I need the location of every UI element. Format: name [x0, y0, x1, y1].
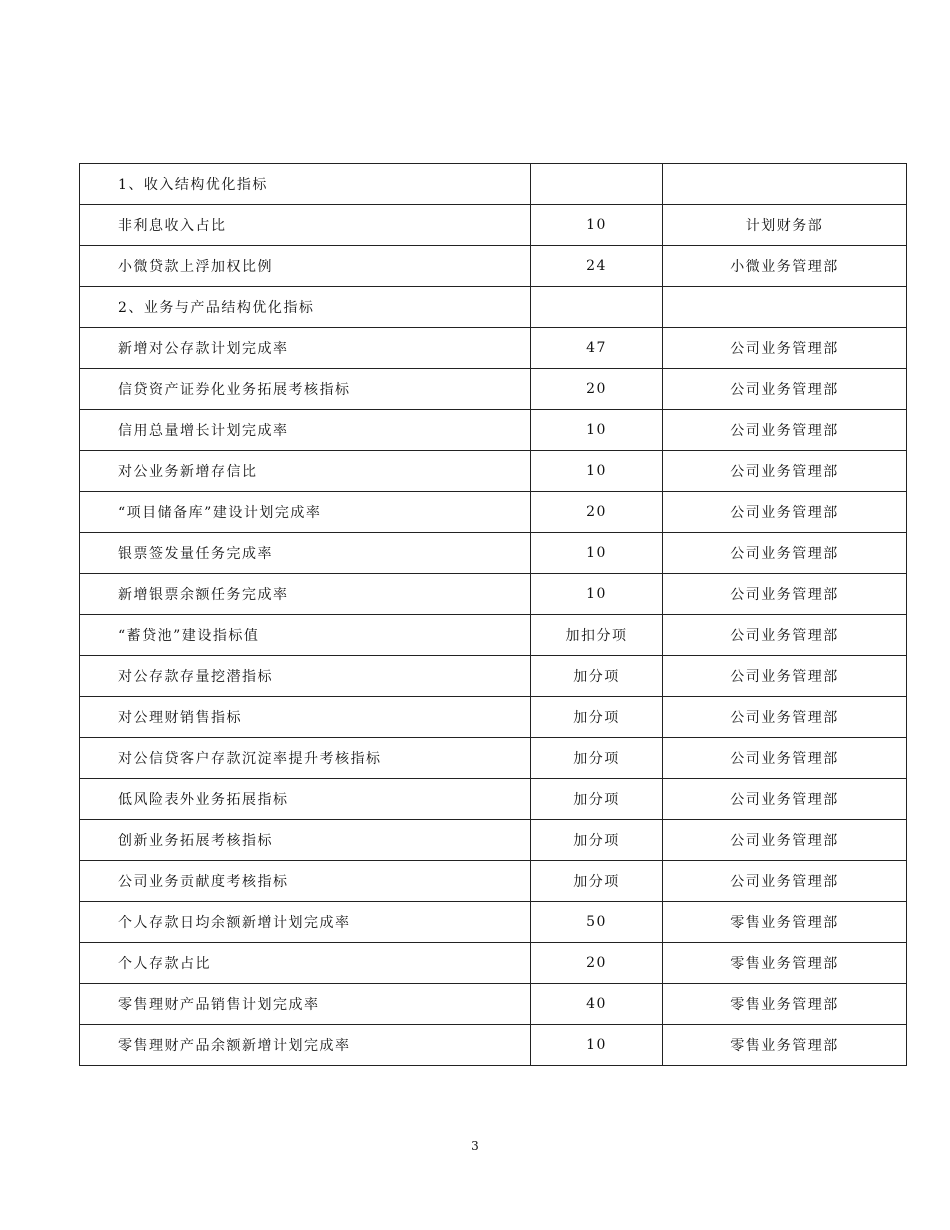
table-row [80, 943, 907, 984]
indicator-name: 新增对公存款计划完成率 [80, 328, 531, 369]
indicator-name: 对公业务新增存信比 [80, 451, 531, 492]
indicator-score: 10 [531, 533, 663, 574]
indicator-score: 20 [531, 943, 663, 984]
indicator-name: 对公理财销售指标 [80, 697, 531, 738]
indicator-name: 非利息收入占比 [80, 205, 531, 246]
responsible-department: 公司业务管理部 [663, 738, 907, 779]
table-row [80, 902, 907, 943]
responsible-department: 计划财务部 [663, 205, 907, 246]
indicator-name: 对公信贷客户存款沉淀率提升考核指标 [80, 738, 531, 779]
table-row [80, 451, 907, 492]
responsible-department: 公司业务管理部 [663, 533, 907, 574]
responsible-department: 公司业务管理部 [663, 410, 907, 451]
indicator-name: 低风险表外业务拓展指标 [80, 779, 531, 820]
table-row [80, 205, 907, 246]
responsible-department: 公司业务管理部 [663, 615, 907, 656]
responsible-department [663, 287, 907, 328]
indicator-name: 零售理财产品销售计划完成率 [80, 984, 531, 1025]
table-row [80, 410, 907, 451]
responsible-department: 公司业务管理部 [663, 492, 907, 533]
responsible-department: 零售业务管理部 [663, 943, 907, 984]
responsible-department [663, 164, 907, 205]
indicator-name: 个人存款日均余额新增计划完成率 [80, 902, 531, 943]
table-row [80, 656, 907, 697]
indicator-score: 加分项 [531, 738, 663, 779]
indicator-score: 加扣分项 [531, 615, 663, 656]
table-row [80, 533, 907, 574]
indicator-name: “项目储备库”建设计划完成率 [80, 492, 531, 533]
table-row [80, 574, 907, 615]
indicator-name: 对公存款存量挖潜指标 [80, 656, 531, 697]
indicator-score: 24 [531, 246, 663, 287]
responsible-department: 公司业务管理部 [663, 820, 907, 861]
table-row [80, 369, 907, 410]
indicator-score: 加分项 [531, 861, 663, 902]
table-row [80, 615, 907, 656]
indicator-table [79, 163, 907, 1066]
indicator-name: 新增银票余额任务完成率 [80, 574, 531, 615]
table-row [80, 287, 907, 328]
indicator-score [531, 287, 663, 328]
indicator-name: 2、业务与产品结构优化指标 [80, 287, 531, 328]
responsible-department: 公司业务管理部 [663, 451, 907, 492]
indicator-score: 40 [531, 984, 663, 1025]
indicator-name: “蓄贷池”建设指标值 [80, 615, 531, 656]
responsible-department: 公司业务管理部 [663, 861, 907, 902]
indicator-table-body [80, 164, 907, 1066]
table-row [80, 246, 907, 287]
table-row [80, 984, 907, 1025]
responsible-department: 零售业务管理部 [663, 1025, 907, 1066]
table-row [80, 738, 907, 779]
indicator-score: 10 [531, 205, 663, 246]
indicator-score: 10 [531, 410, 663, 451]
table-row [80, 820, 907, 861]
indicator-name: 1、收入结构优化指标 [80, 164, 531, 205]
responsible-department: 零售业务管理部 [663, 984, 907, 1025]
indicator-name: 信用总量增长计划完成率 [80, 410, 531, 451]
indicator-score: 10 [531, 574, 663, 615]
table-row [80, 1025, 907, 1066]
indicator-score [531, 164, 663, 205]
indicator-score: 10 [531, 451, 663, 492]
responsible-department: 公司业务管理部 [663, 656, 907, 697]
responsible-department: 公司业务管理部 [663, 779, 907, 820]
indicator-score: 10 [531, 1025, 663, 1066]
responsible-department: 小微业务管理部 [663, 246, 907, 287]
responsible-department: 公司业务管理部 [663, 574, 907, 615]
indicator-name: 信贷资产证券化业务拓展考核指标 [80, 369, 531, 410]
table-row [80, 492, 907, 533]
indicator-score: 20 [531, 492, 663, 533]
indicator-name: 公司业务贡献度考核指标 [80, 861, 531, 902]
indicator-score: 加分项 [531, 697, 663, 738]
responsible-department: 公司业务管理部 [663, 328, 907, 369]
indicator-name: 小微贷款上浮加权比例 [80, 246, 531, 287]
indicator-score: 47 [531, 328, 663, 369]
indicator-score: 加分项 [531, 656, 663, 697]
indicator-score: 50 [531, 902, 663, 943]
table-row [80, 779, 907, 820]
responsible-department: 公司业务管理部 [663, 369, 907, 410]
table-row [80, 861, 907, 902]
table-row [80, 328, 907, 369]
indicator-score: 20 [531, 369, 663, 410]
table-row [80, 164, 907, 205]
indicator-name: 个人存款占比 [80, 943, 531, 984]
table-row [80, 697, 907, 738]
indicator-score: 加分项 [531, 779, 663, 820]
responsible-department: 零售业务管理部 [663, 902, 907, 943]
indicator-name: 零售理财产品余额新增计划完成率 [80, 1025, 531, 1066]
indicator-name: 创新业务拓展考核指标 [80, 820, 531, 861]
indicator-score: 加分项 [531, 820, 663, 861]
page-number: 3 [471, 1139, 479, 1153]
responsible-department: 公司业务管理部 [663, 697, 907, 738]
indicator-name: 银票签发量任务完成率 [80, 533, 531, 574]
